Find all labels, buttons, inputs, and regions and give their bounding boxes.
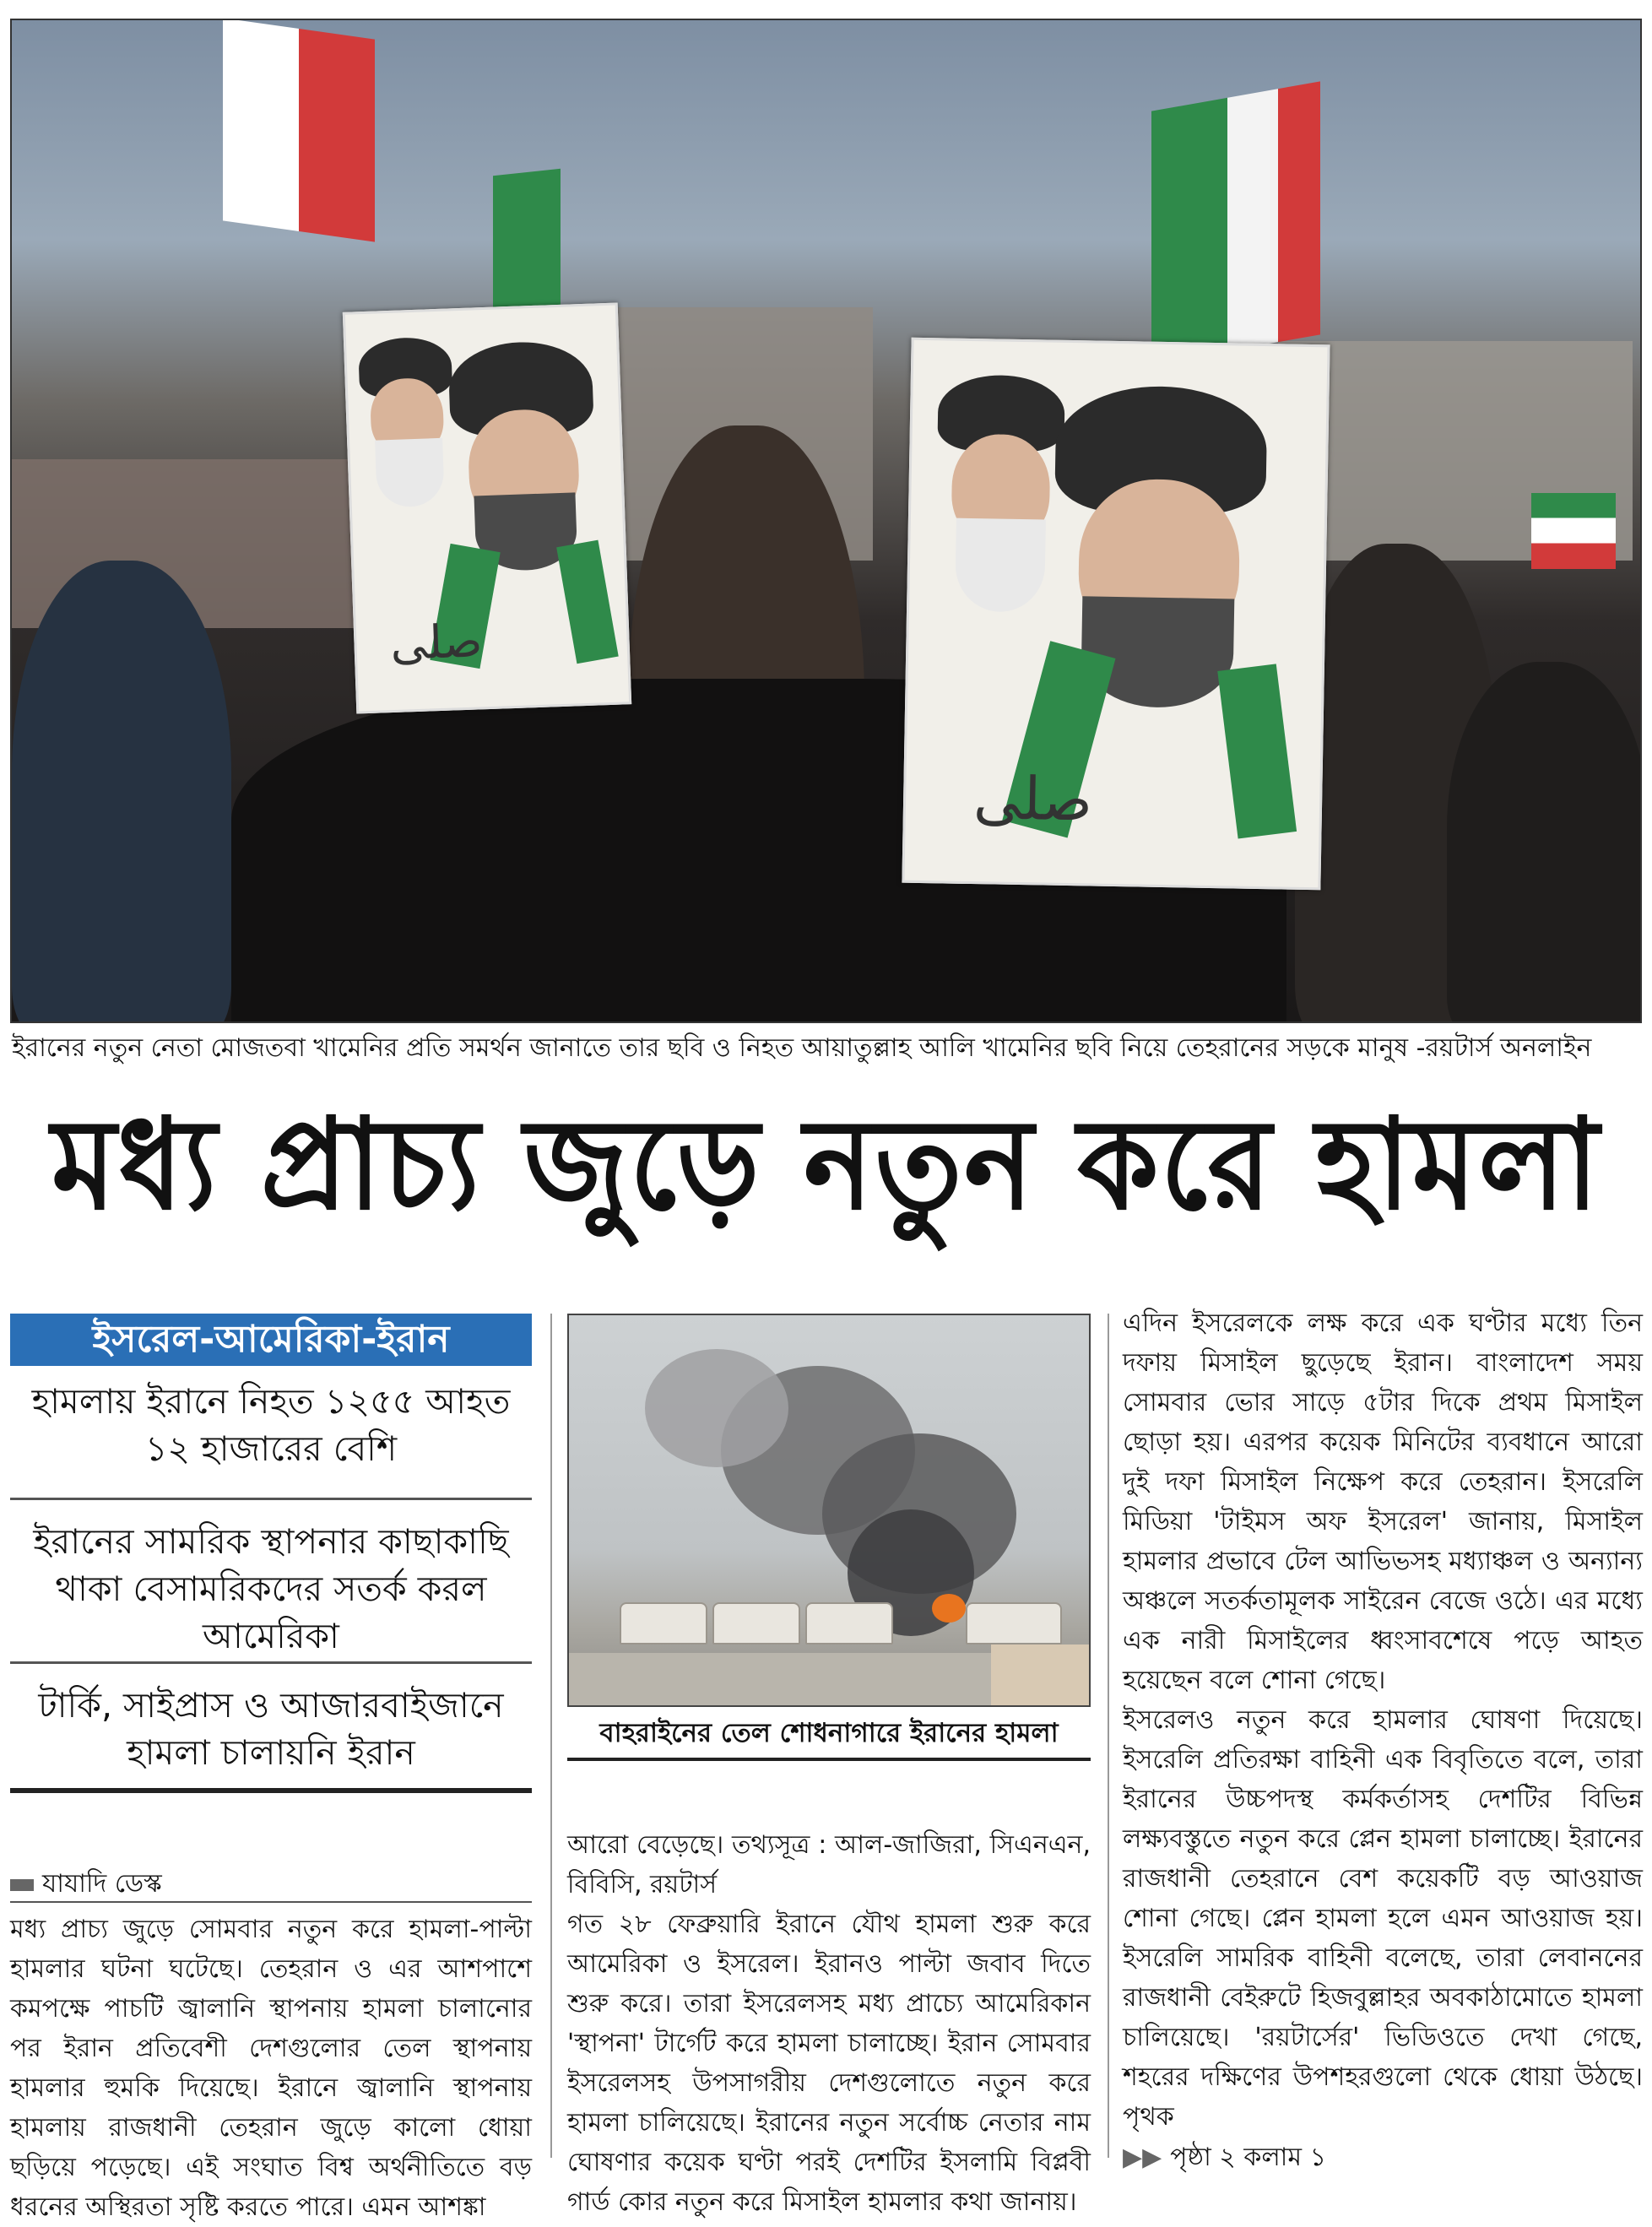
deck-3: টার্কি, সাইপ্রাস ও আজারবাইজানে হামলা চালায়নি ইরান	[38, 1685, 504, 1773]
byline	[10, 1867, 532, 1901]
storage-tank	[620, 1602, 707, 1645]
poster-right	[902, 338, 1330, 891]
refinery-photo-caption: বাহরাইনের তেল শোধনাগারে ইরানের হামলা	[599, 1718, 1059, 1748]
byline-rule	[10, 1901, 532, 1903]
iran-flag-photo	[1151, 81, 1320, 364]
refinery-building	[569, 1653, 991, 1707]
fire-glow	[932, 1594, 966, 1623]
column-rule	[550, 1314, 552, 2158]
column-rule	[1108, 1314, 1109, 2158]
iran-flag-photo	[1531, 493, 1616, 569]
deck-divider	[10, 1498, 532, 1500]
caption-rule	[567, 1758, 1091, 1761]
deck-1: হামলায় ইরানে নিহত ১২৫৫ আহত ১২ হাজারের বেশি	[31, 1381, 511, 1469]
crowd-figure	[12, 561, 231, 1023]
continued-jump	[1123, 2141, 1643, 2175]
refinery-photo	[567, 1314, 1091, 1707]
photo-caption: ইরানের নতুন নেতা মোজতবা খামেনির প্রতি সমর্থন জানাতে তার ছবি ও নিহত আয়াতুল্লাহ আলি খামেনির ছবি নিয়ে তেহরানের সড়কে মানুষ -রয়টার্স অনলাইন	[12, 1033, 1592, 1063]
main-photo	[10, 19, 1642, 1023]
poster-signature: صلی	[972, 763, 1093, 835]
iran-flag-photo	[223, 19, 375, 242]
deck-end-rule	[10, 1788, 532, 1793]
storage-tank	[966, 1602, 1062, 1645]
storage-tank	[712, 1602, 800, 1645]
jump-text: পৃষ্ঠা ২ কলাম ১	[1170, 2143, 1327, 2172]
crowd-figure	[1447, 662, 1642, 1023]
article-body-col2: আরো বেড়েছে। তথ্যসূত্র : আল-জাজিরা, সিএনএন, বিবিসি, রয়টার্স গত ২৮ ফেব্রুয়ারি ইরানে যৌথ হামলা শুরু করে আমেরিকা ও ইসরেল। ইরানও পাল্টা জবাব দিতে শুরু করে। তারা ইসরেলসহ মধ্য প্রাচ্যে আমেরিকান 'স্থাপনা' টার্গেট করে হামলা চালাচ্ছে। ইরান সোমবার ইসরেলসহ উপসাগরীয় দেশগুলোতে নতুন করে হামলা চালিয়েছে। ইরানের নতুন সর্বোচ্চ নেতার নাম ঘোষণার কয়েক ঘণ্টা পরই দেশটির ইসলামি বিপ্লবী গার্ড কোর নতুন করে মিসাইল হামলার কথা জানায়।	[567, 1830, 1091, 2217]
poster-signature: صلی	[389, 614, 484, 671]
poster-left	[343, 302, 631, 713]
storage-tank	[805, 1602, 893, 1645]
deck-divider	[10, 1661, 532, 1664]
byline-text: যাযাদি ডেস্ক	[42, 1869, 162, 1899]
smoke-plume	[645, 1349, 788, 1467]
byline-marker	[10, 1879, 34, 1891]
article-body-col3: এদিন ইসরেলকে লক্ষ করে এক ঘণ্টার মধ্যে তিন দফায় মিসাইল ছুড়েছে ইরান। বাংলাদেশ সময় সোমবার ভোর সাড়ে ৫টার দিকে প্রথম মিসাইল ছোড়া হয়। এরপর কয়েক মিনিটের ব্যবধানে আরো দুই দফা মিসাইল নিক্ষেপ করে তেহরান। ইসরেলি মিডিয়া 'টাইমস অফ ইসরেল' জানায়, মিসাইল হামলার প্রভাবে টেল আভিভসহ মধ্যাঞ্চল ও অন্যান্য অঞ্চলে সতর্কতামূলক সাইরেন বেজে ওঠে। এর মধ্যে এক নারী মিসাইলের ধ্বংসাবশেষে পড়ে আহত হয়েছেন বলে শোনা গেছে। ইসরেলও নতুন করে হামলার ঘোষণা দিয়েছে। ইসরেলি প্রতিরক্ষা বাহিনী এক বিবৃতিতে বলে, তারা ইরানের উচ্চপদস্থ কর্মকর্তাসহ দেশটির বিভিন্ন লক্ষ্যবস্তুতে নতুন করে প্লেন হামলা চালাচ্ছে। ইরানের রাজধানী তেহরানে বেশ কয়েকটি বড় আওয়াজ শোনা গেছে। প্লেন হামলা হলে এমন আওয়াজ হয়। ইসরেলি সামরিক বাহিনী বলেছে, তারা লেবাননের রাজধানী বেইরুটে হিজবুল্লাহর অবকাঠামোতে হামলা চালিয়েছে। 'রয়টার্সের' ভিডিওতে দেখা গেছে, শহরের দক্ষিণের উপশহরগুলো থেকে ধোয়া উঠছে। পৃথক	[1123, 1309, 1643, 2132]
jump-arrow-icon: ▶▶	[1123, 2143, 1162, 2172]
refinery-building	[991, 1645, 1089, 1707]
deck-2: ইরানের সামরিক স্থাপনার কাছাকাছি থাকা বেসামরিকদের সতর্ক করল আমেরিকা	[33, 1521, 509, 1656]
headline: মধ্য প্রাচ্য জুড়ে নতুন করে হামলা	[51, 1091, 1601, 1238]
article-body-col1: মধ্য প্রাচ্য জুড়ে সোমবার নতুন করে হামলা-পাল্টা হামলার ঘটনা ঘটেছে। তেহরান ও এর আশপাশে কমপক্ষে পাচটি জ্বালানি স্থাপনায় হামলা চালানোর পর ইরান প্রতিবেশী দেশগুলোর তেল স্থাপনায় হামলার হুমকি দিয়েছে। ইরানে জ্বালানি স্থাপনায় হামলায় রাজধানী তেহরান জুড়ে কালো ধোয়া ছড়িয়ে পড়েছে। এই সংঘাত বিশ্ব অর্থনীতিতে বড় ধরনের অস্থিরতা সৃষ্টি করতে পারে। এমন আশঙ্কা	[10, 1915, 532, 2222]
topic-label: ইসরেল-আমেরিকা-ইরান	[10, 1314, 532, 1366]
